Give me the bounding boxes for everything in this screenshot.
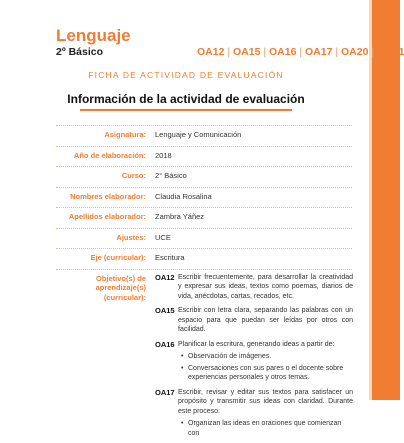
info-value: Claudia Rosalina	[155, 192, 212, 201]
info-label: Curso:	[56, 171, 146, 180]
info-value: Zambra Yáñez	[155, 212, 204, 221]
info-value: UCE	[155, 233, 171, 242]
bullet-item	[181, 419, 353, 438]
info-label: Ajustes:	[56, 233, 146, 242]
objective-code: OA17	[155, 388, 175, 397]
side-color-band	[372, 0, 400, 400]
objective-text: Escribir frecuentemente, para desarrollar la creatividad y expresar sus ideas, textos como poemas, diarios de vida, anécdotas, cartas, recados, etc.	[178, 273, 353, 302]
oa-separator: |	[332, 46, 341, 58]
oa-code: OA20	[341, 46, 368, 58]
bullet-text: Conversaciones con sus pares o el docente sobre experiencias personales y otros temas.	[188, 365, 343, 382]
info-row-subject	[56, 125, 352, 146]
oa-separator: |	[296, 46, 305, 58]
oa-code: OA12	[197, 46, 224, 58]
info-label: Eje (curricular):	[56, 253, 146, 262]
objective-bullets	[181, 419, 353, 438]
objective-item	[155, 388, 353, 439]
objective-item	[155, 273, 353, 302]
oa-separator: |	[368, 46, 377, 58]
oa-separator: |	[260, 46, 269, 58]
objective-text: Planificar la escritura, generando ideas a partir de:	[178, 340, 353, 350]
oa-code: OA17	[305, 46, 332, 58]
bullet-text: Organizan las ideas en oraciones que comienzan con	[188, 420, 341, 437]
document-type: FICHA DE ACTIVIDAD DE EVALUACIÓN	[0, 70, 372, 80]
info-value: Lenguaje y Comunicación	[155, 130, 241, 139]
info-row-first-names	[56, 187, 352, 208]
oa-code: OA21	[377, 46, 404, 58]
info-row-last-names	[56, 207, 352, 228]
info-label: Año de elaboración:	[56, 151, 146, 160]
section-title: Información de la actividad de evaluación	[0, 92, 372, 106]
subject-title: Lenguaje	[56, 26, 131, 46]
bullet-text: Observación de imágenes.	[188, 353, 271, 360]
info-label: Nombres elaborador:	[56, 192, 146, 201]
info-value: 2° Básico	[155, 171, 187, 180]
oa-code: OA16	[269, 46, 296, 58]
oa-code: OA15	[233, 46, 260, 58]
title-underline	[80, 109, 292, 111]
objective-code: OA16	[155, 340, 175, 349]
oa-separator: |	[224, 46, 233, 58]
bullet-dot: •	[181, 364, 183, 374]
objective-text: Escribir, revisar y editar sus textos para satisfacer un propósito y transmitir sus ideas con claridad. Durante este proceso:	[178, 388, 353, 417]
info-row-course	[56, 166, 352, 187]
grade-label: 2º Básico	[56, 46, 103, 58]
oa-code-list	[197, 46, 404, 58]
objective-bullets	[181, 352, 353, 383]
objective-code: OA12	[155, 273, 175, 282]
objective-item	[155, 340, 353, 383]
info-label: Asignatura:	[56, 130, 146, 139]
info-table	[56, 125, 352, 429]
bullet-dot: •	[181, 419, 183, 429]
info-label: Apellidos elaborador:	[56, 212, 146, 221]
objectives-row	[56, 269, 352, 429]
objective-text: Escribir con letra clara, separando las palabras con un espacio para que puedan ser leídas por otros con facilidad.	[178, 306, 353, 335]
info-row-axis	[56, 248, 352, 269]
bullet-item	[181, 352, 353, 362]
objective-item	[155, 306, 353, 335]
info-row-adjustments	[56, 228, 352, 249]
info-value: 2018	[155, 151, 172, 160]
info-row-year	[56, 146, 352, 167]
bullet-item	[181, 364, 353, 383]
objectives-label: Objetivo(s) de aprendizaje(s) (curricular):	[56, 274, 146, 303]
objectives-list	[155, 273, 353, 443]
info-value: Escritura	[155, 253, 185, 262]
bullet-dot: •	[181, 352, 183, 362]
objective-code: OA15	[155, 306, 175, 315]
